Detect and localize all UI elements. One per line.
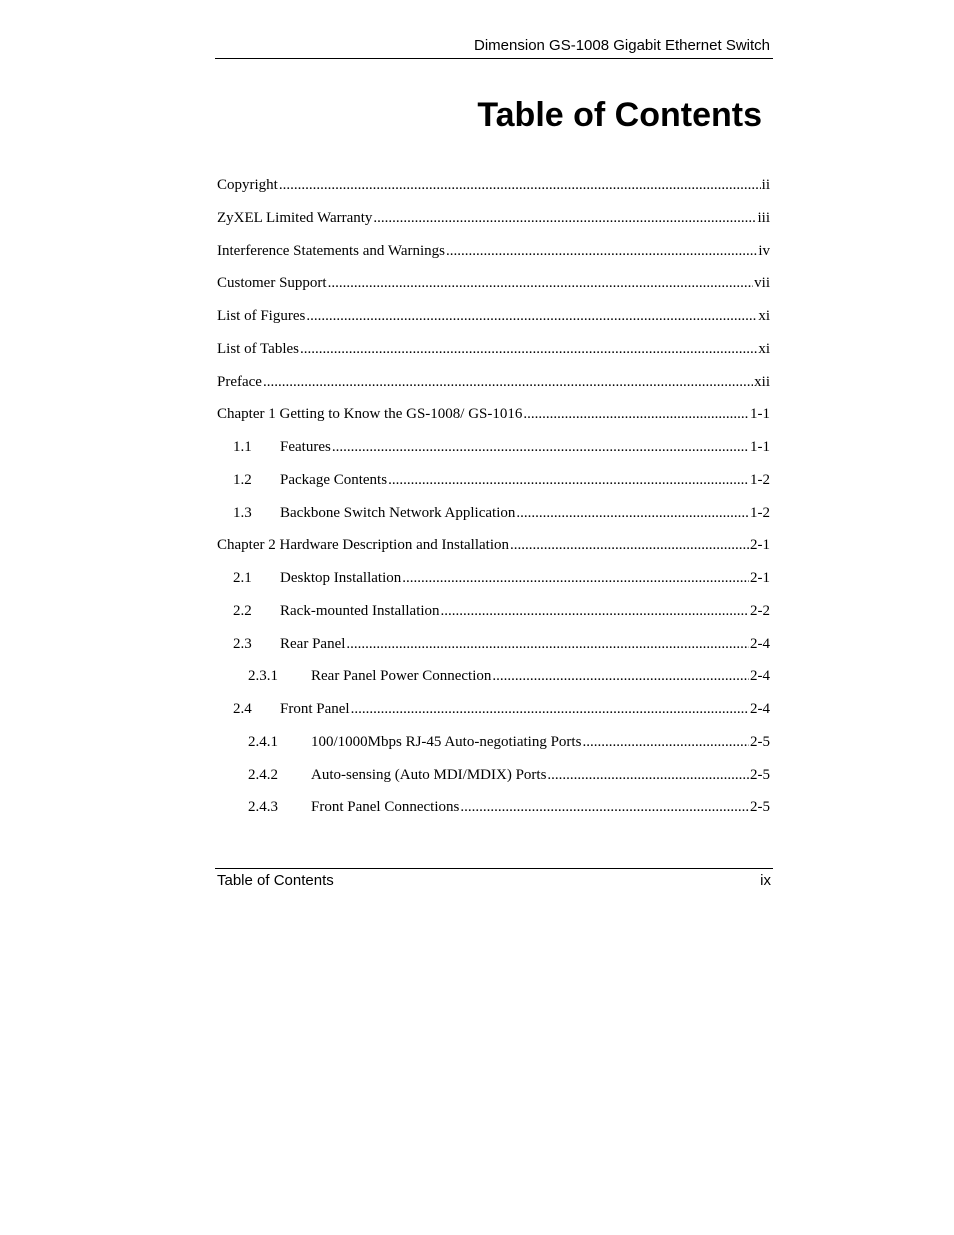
toc-entry-number: 1.2 (233, 471, 252, 488)
toc-entry-label: Package Contents (280, 471, 388, 488)
toc-entry-label: Copyright (217, 177, 278, 193)
toc-entry-label: Front Panel Connections (311, 799, 460, 816)
toc-dot-leader (279, 172, 761, 198)
toc-entry-number: 2.1 (233, 570, 252, 586)
toc-entry-page: 2-5 (750, 799, 770, 816)
toc-entry-page: iii (757, 209, 770, 226)
toc-entry-page: 2-5 (750, 733, 770, 750)
toc-entry-label: List of Figures (217, 308, 306, 324)
toc-entry-page: 1-1 (750, 406, 770, 423)
toc-dot-leader (346, 631, 749, 657)
toc-entry-label: Rack-mounted Installation (280, 602, 440, 619)
toc-dot-leader (388, 467, 749, 493)
toc-entry-page: vii (754, 275, 770, 292)
toc-dot-leader (332, 434, 749, 460)
toc-entry[interactable] (217, 205, 770, 238)
toc-entry[interactable] (217, 696, 770, 729)
toc-dot-leader (351, 696, 749, 722)
toc-entry[interactable] (217, 172, 770, 205)
toc-entry[interactable] (217, 303, 770, 336)
toc-dot-leader (492, 663, 749, 689)
toc-entry-chapter-1[interactable] (217, 401, 770, 434)
toc-dot-leader (446, 238, 757, 264)
toc-entry-label: Auto-sensing (Auto MDI/MDIX) Ports (311, 766, 547, 783)
toc-entry-page: 2-5 (750, 766, 770, 783)
header-rule (215, 58, 773, 59)
toc-entry[interactable] (217, 794, 770, 827)
toc-dot-leader (510, 532, 749, 558)
toc-entry-label: Rear Panel Power Connection (311, 668, 492, 685)
toc-entry[interactable] (217, 762, 770, 795)
toc-entry-number: 1.3 (233, 504, 252, 521)
toc-entry-page: 2-2 (750, 602, 770, 619)
toc-entry-label: Preface (217, 373, 262, 390)
toc-dot-leader (263, 369, 753, 395)
toc-entry-number: 2.2 (233, 602, 252, 619)
running-footer-section: Table of Contents (217, 872, 334, 889)
toc-entry[interactable] (217, 467, 770, 500)
toc-entry-label: ZyXEL Limited Warranty (217, 209, 373, 226)
toc-entry-chapter-2[interactable] (217, 532, 770, 565)
toc-entry-page: 1-2 (750, 504, 770, 521)
toc-entry-page: 2-1 (750, 537, 770, 554)
toc-entry[interactable] (217, 434, 770, 467)
page-title: Table of Contents (477, 96, 762, 134)
toc-entry[interactable] (217, 663, 770, 696)
toc-entry-label: Chapter 1 Getting to Know the GS-1008/ GS-1016 (217, 406, 523, 423)
toc-entry-number: 2.3 (233, 635, 252, 652)
page-number: ix (760, 872, 771, 889)
toc-dot-leader (328, 270, 754, 296)
toc-entry[interactable] (217, 369, 770, 402)
toc-entry-number: 2.4 (233, 701, 252, 717)
toc-entry-label: Desktop Installation (280, 570, 402, 586)
toc-entry-page: ii (761, 177, 770, 193)
toc-entry-page: 2-4 (750, 668, 770, 685)
toc-entry-page: xi (758, 308, 770, 324)
running-header: Dimension GS-1008 Gigabit Ethernet Switch (474, 37, 770, 54)
toc-dot-leader (402, 565, 749, 591)
toc-entry[interactable] (217, 238, 770, 271)
footer-rule (215, 868, 773, 869)
toc-list (217, 172, 770, 827)
toc-entry[interactable] (217, 598, 770, 631)
toc-entry-page: 1-2 (750, 471, 770, 488)
toc-dot-leader (300, 336, 757, 362)
toc-entry-label: Interference Statements and Warnings (217, 242, 446, 259)
toc-entry-page: xi (758, 340, 770, 357)
toc-entry-label: Front Panel (280, 701, 350, 717)
toc-entry[interactable] (217, 565, 770, 598)
toc-dot-leader (306, 303, 757, 329)
toc-entry-page: 1-1 (750, 439, 770, 455)
toc-entry-number: 2.4.1 (248, 733, 278, 750)
toc-entry-number: 2.4.3 (248, 799, 278, 816)
toc-entry-label: 100/1000Mbps RJ-45 Auto-negotiating Ports (311, 733, 582, 750)
toc-entry[interactable] (217, 631, 770, 664)
toc-entry-number: 2.3.1 (248, 668, 278, 685)
toc-entry[interactable] (217, 336, 770, 369)
toc-dot-leader (460, 794, 749, 820)
toc-dot-leader (547, 762, 749, 788)
toc-dot-leader (582, 729, 749, 755)
toc-entry-page: 2-4 (750, 701, 770, 717)
toc-entry-number: 2.4.2 (248, 766, 278, 783)
toc-entry-page: 2-1 (750, 570, 770, 586)
toc-entry-label: Features (280, 439, 331, 455)
toc-entry-label: Chapter 2 Hardware Description and Installation (217, 537, 509, 554)
toc-dot-leader (523, 401, 749, 427)
toc-entry-page: xii (754, 373, 770, 390)
toc-dot-leader (441, 598, 749, 624)
toc-dot-leader (373, 205, 756, 231)
toc-entry-label: Backbone Switch Network Application (280, 504, 516, 521)
toc-entry-number: 1.1 (233, 439, 252, 455)
toc-entry-label: Rear Panel (280, 635, 346, 652)
toc-entry-label: List of Tables (217, 340, 299, 357)
toc-dot-leader (516, 500, 749, 526)
toc-entry-label: Customer Support (217, 275, 327, 292)
toc-entry[interactable] (217, 270, 770, 303)
toc-entry-page: 2-4 (750, 635, 770, 652)
toc-entry-page: iv (758, 242, 770, 259)
toc-entry[interactable] (217, 500, 770, 533)
toc-entry[interactable] (217, 729, 770, 762)
